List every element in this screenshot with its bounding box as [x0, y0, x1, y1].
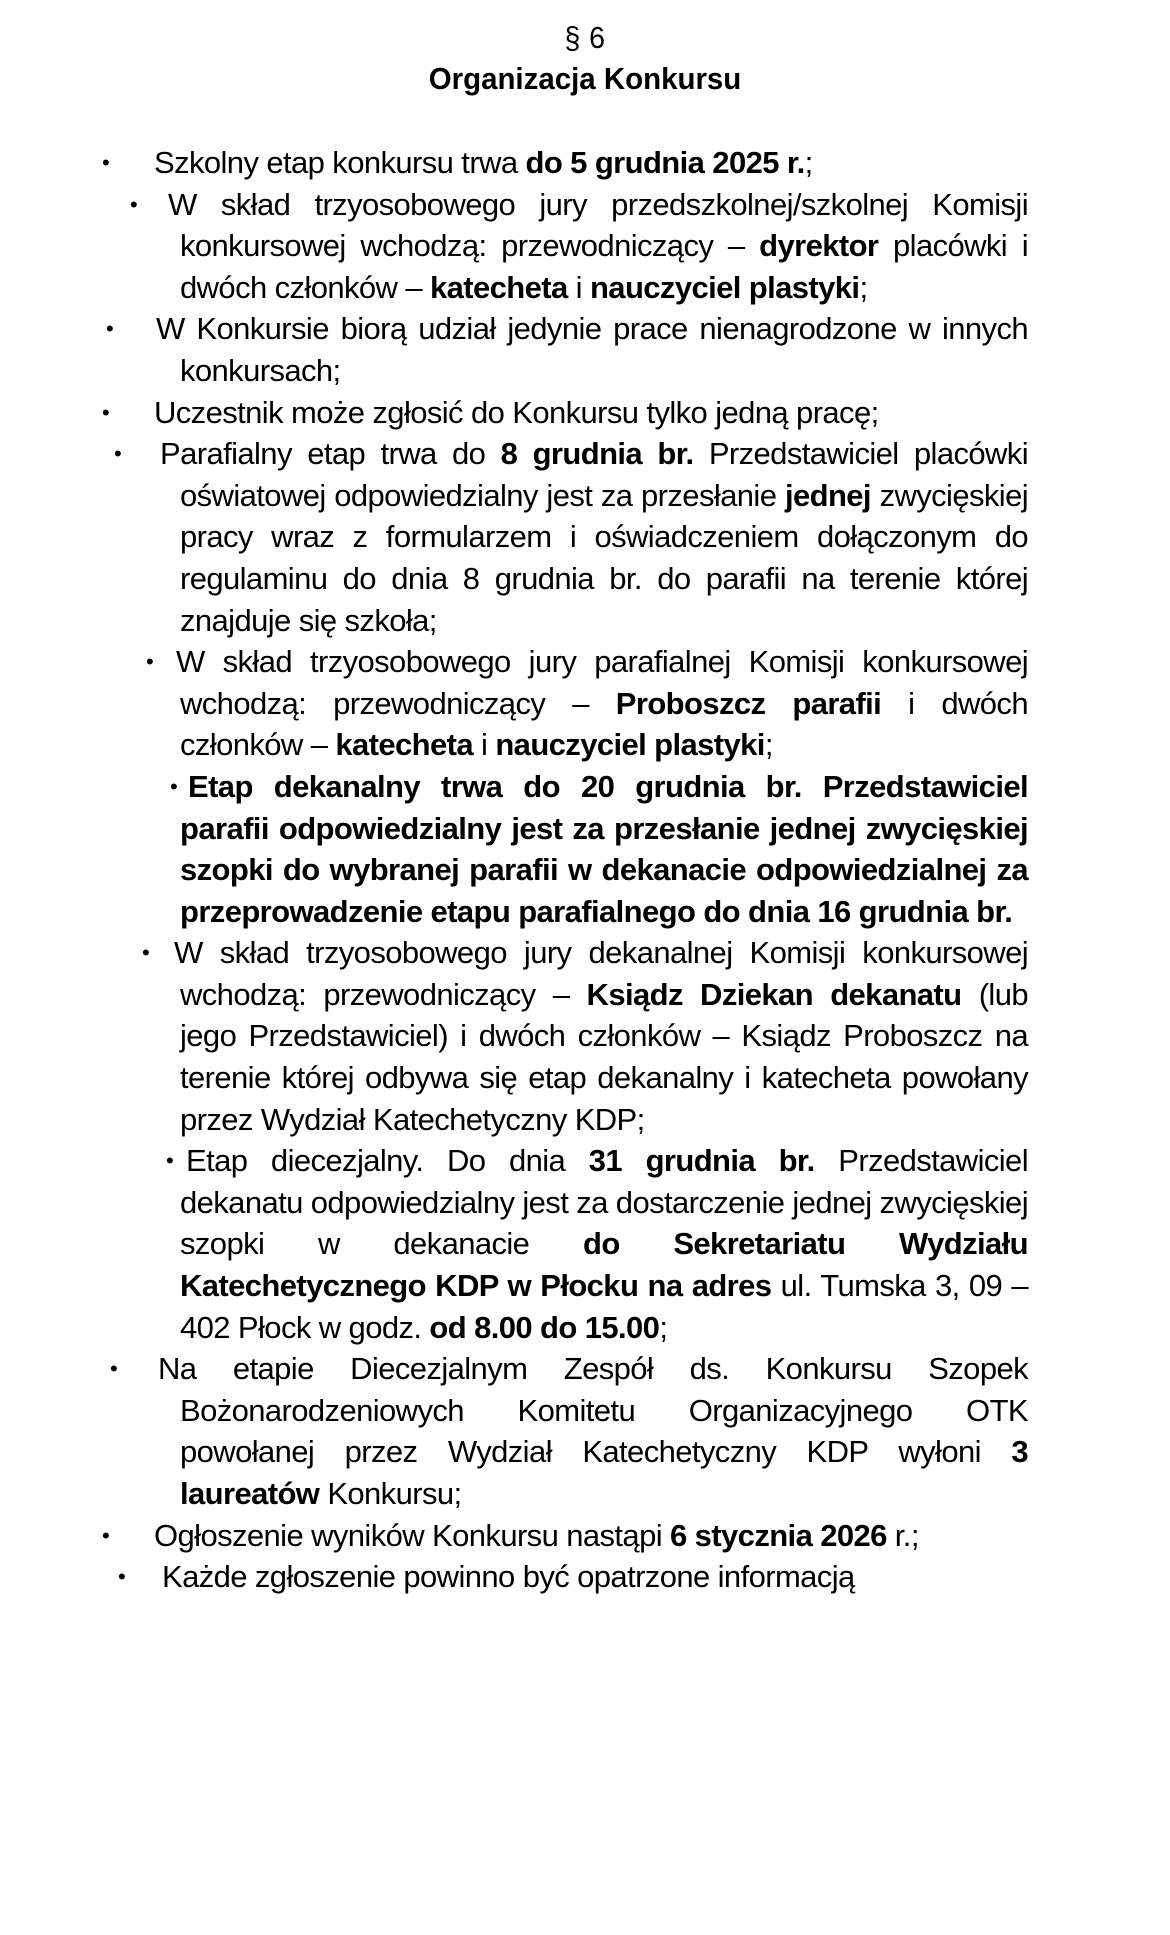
- text-run: i dwóch członków –: [180, 685, 1028, 763]
- bullet-icon: •: [142, 940, 150, 966]
- bold-text-run: Proboszcz parafii: [615, 685, 882, 721]
- text-run: W Konkursie biorą udział jedynie prace nienagrodzone w innych konkursach;: [156, 311, 1028, 388]
- text-run: i: [473, 727, 496, 763]
- text-run: ;: [659, 1309, 668, 1345]
- bold-text-run: Etap dekanalny trwa do 20 grudnia br. Przedstawiciel parafii odpowiedzialny jest za przesłanie jednej zwycięskiej szopki do wybranej parafii w dekanacie odpowiedzialnej za przeprowadzenie etapu parafialnego do dnia 16 grudnia br.: [180, 768, 1028, 929]
- list-item: • W Konkursie biorą udział jedynie prace nienagrodzone w innych konkursach;: [106, 311, 1028, 388]
- text-run: Na etapie Diecezjalnym Zespół ds. Konkursu Szopek Bożonarodzeniowych Komitetu Organizacyjnego OTK powołanej przez Wydział Katechetyczny KDP wyłoni: [158, 1351, 1028, 1470]
- bold-text-run: 8 grudnia br.: [500, 436, 694, 472]
- list-item: [146, 641, 1028, 766]
- text-run: placówki i dwóch członków –: [180, 228, 1029, 305]
- text-run: ul. Tumska 3, 09 – 402 Płock w godz.: [180, 1268, 1029, 1345]
- bullet-icon: •: [146, 649, 154, 675]
- list-item: • W skład trzyosobowego jury przedszkolnej/szkolnej Komisji konkursowej wchodzą: przewodniczący – dyrektor placówki i dwóch członków – katecheta i nauczyciel plastyki;: [130, 186, 1029, 305]
- text-run: Uczestnik może zgłosić do Konkursu tylko jedną pracę;: [154, 394, 879, 430]
- bullet-icon: •: [166, 1148, 174, 1174]
- section-number: § 6: [564, 20, 606, 55]
- text-run: ;: [804, 145, 813, 180]
- list-item: [166, 1140, 1029, 1348]
- list-item: • Ogłoszenie wyników Konkursu nastąpi 6 stycznia 2026 r.;: [102, 1517, 919, 1553]
- list-item: • Na etapie Diecezjalnym Zespół ds. Konkursu Szopek Bożonarodzeniowych Komitetu Organizacyjnego OTK powołanej przez Wydział Katechetyczny KDP wyłoni 3 laureatów Konkursu;: [110, 1351, 1028, 1511]
- text-run: ;: [859, 269, 868, 305]
- list-item: • Parafialny etap trwa do 8 grudnia br. Przedstawiciel placówki oświatowej odpowiedzialny jest za przesłanie jednej zwycięskiej pracy wraz z formularzem i oświadczeniem dołączonym do regulaminu do dnia 8 grudnia br. do parafii na terenie której znajduje się szkoła;: [114, 436, 1028, 638]
- text-run: Przedstawiciel placówki oświatowej odpowiedzialny jest za przesłanie: [180, 436, 1028, 513]
- bold-text-run: nauczyciel plastyki: [589, 269, 860, 305]
- section-header: [0, 18, 1170, 100]
- bold-text-run: 3 laureatów: [180, 1434, 1028, 1511]
- text-run: W skład trzyosobowego jury przedszkolnej/szkolnej Komisji konkursowej wchodzą: przewodniczący –: [168, 186, 1028, 264]
- list-item: • Szkolny etap konkursu trwa do 5 grudnia 2025 r.;: [102, 145, 813, 180]
- bold-text-run: od 8.00 do 15.00: [429, 1309, 660, 1345]
- bold-text-run: 6 stycznia 2026: [670, 1517, 887, 1553]
- text-run: i: [567, 269, 590, 305]
- bold-text-run: do 5 grudnia 2025 r.: [525, 145, 805, 180]
- list-item: • Każde zgłoszenie powinno być opatrzone informacją: [118, 1559, 855, 1595]
- text-run: Parafialny etap trwa do: [160, 436, 501, 472]
- bold-text-run: jednej: [784, 477, 871, 513]
- bold-text-run: dyrektor: [759, 228, 879, 264]
- bold-text-run: nauczyciel plastyki: [495, 727, 765, 763]
- text-run: ;: [764, 727, 773, 763]
- list-item: [170, 766, 1028, 932]
- bold-text-run: 31 grudnia br.: [588, 1143, 815, 1179]
- section-title: Organizacja Konkursu: [428, 61, 742, 96]
- bold-text-run: do Sekretariatu Wydziału Katechetycznego KDP w Płocku na adres: [180, 1226, 1028, 1304]
- text-run: Etap diecezjalny. Do dnia: [186, 1143, 589, 1179]
- text-run: Każde zgłoszenie powinno być opatrzone informacją: [162, 1559, 855, 1595]
- text-run: Konkursu;: [319, 1476, 462, 1511]
- text-run: Ogłoszenie wyników Konkursu nastąpi: [154, 1517, 671, 1553]
- bold-text-run: katecheta: [430, 269, 568, 305]
- text-run: Przedstawiciel dekanatu odpowiedzialny jest za dostarczenie jednej zwycięskiej szopki w dekanacie: [180, 1143, 1028, 1262]
- text-run: Szkolny etap konkursu trwa: [154, 145, 526, 180]
- bold-text-run: Ksiądz Dziekan dekanatu: [586, 976, 962, 1012]
- text-run: (lub jego Przedstawiciel) i dwóch członków – Ksiądz Proboszcz na terenie której odbywa się etap dekanalny i katecheta powołany przez Wydział Katechetyczny KDP;: [180, 976, 1028, 1137]
- bold-text-run: katecheta: [335, 727, 474, 763]
- rules-list: [102, 142, 1029, 1598]
- list-item: • Uczestnik może zgłosić do Konkursu tylko jedną pracę;: [102, 394, 879, 430]
- text-run: W skład trzyosobowego jury parafialnej Komisji konkursowej wchodzą: przewodniczący –: [176, 644, 1028, 721]
- bullet-icon: •: [170, 773, 178, 799]
- list-item: [142, 932, 1028, 1140]
- text-run: zwycięskiej pracy wraz z formularzem i oświadczeniem dołączonym do regulaminu do dnia 8 grudnia br. do parafii na terenie której znajduje się szkoła;: [180, 477, 1028, 638]
- text-run: r.;: [886, 1517, 919, 1553]
- text-run: W skład trzyosobowego jury dekanalnej Komisji konkursowej wchodzą: przewodniczący –: [174, 935, 1028, 1012]
